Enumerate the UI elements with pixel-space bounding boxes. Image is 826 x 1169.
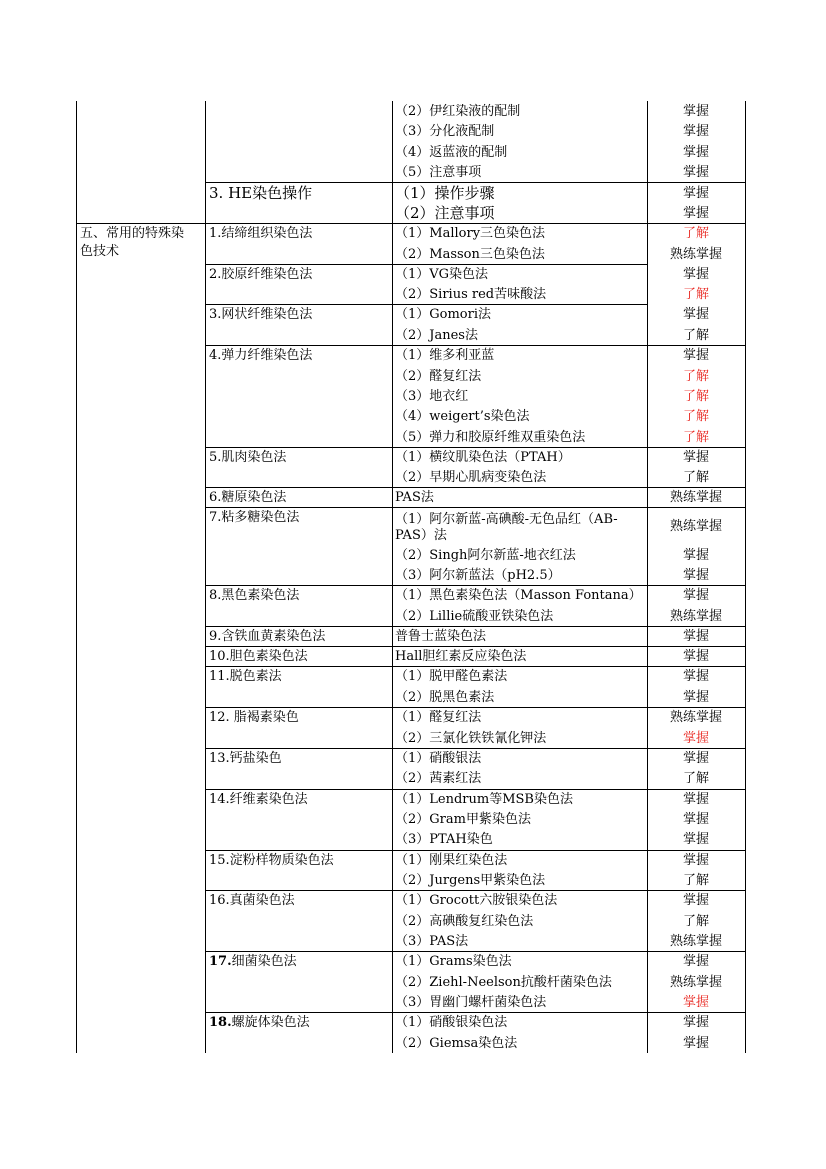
method-cell: （1）阿尔新蓝-高碘酸-无色品红（AB- xyxy=(395,512,618,527)
row-rule xyxy=(205,345,746,346)
level-cell: 掌握 xyxy=(682,348,709,363)
method-cell: （2）Singh阿尔新蓝-地衣红法 xyxy=(395,548,576,563)
level-cell: 熟练掌握 xyxy=(669,710,722,725)
method-cell: （2）三氯化铁铁氰化钾法 xyxy=(395,731,547,746)
method-cell: （4）weigert’s染色法 xyxy=(395,409,530,424)
row-rule xyxy=(205,951,746,952)
item-cell: 5.肌肉染色法 xyxy=(209,450,287,465)
level-cell: 熟练掌握 xyxy=(669,609,722,624)
row-rule xyxy=(205,182,746,183)
item-cell xyxy=(209,953,297,970)
level-cell: 了解 xyxy=(682,328,709,343)
level-cell: 了解 xyxy=(682,389,709,404)
item-cell: 8.黑色素染色法 xyxy=(209,588,300,603)
chapter-title: 色技术 xyxy=(80,244,120,259)
level-cell: 掌握 xyxy=(682,812,709,827)
row-rule xyxy=(205,890,746,891)
item-cell: 10.胆色素染色法 xyxy=(209,649,308,664)
method-cell: （3）分化液配制 xyxy=(395,124,495,139)
level-cell: 掌握 xyxy=(682,548,709,563)
row-rule xyxy=(205,585,746,586)
column-rule-left xyxy=(76,101,77,1053)
method-cell: （5）注意事项 xyxy=(395,165,482,180)
level-cell: 了解 xyxy=(682,873,709,888)
row-rule xyxy=(205,626,746,627)
method-cell: （2）Giemsa染色法 xyxy=(395,1036,518,1051)
method-cell: （3）PAS法 xyxy=(395,934,469,949)
method-cell: PAS）法 xyxy=(395,528,447,543)
level-cell: 掌握 xyxy=(682,669,709,684)
item-cell: 6.糖原染色法 xyxy=(209,490,287,505)
method-cell: （4）返蓝液的配制 xyxy=(395,145,508,160)
item-cell: 4.弹力纤维染色法 xyxy=(209,348,313,363)
chapter-rule xyxy=(76,223,746,224)
item-cell: 1.结缔组织染色法 xyxy=(209,226,313,241)
item-label: 螺旋体染色法 xyxy=(231,1015,310,1030)
method-cell: （1）黑色素染色法（Masson Fontana） xyxy=(395,588,642,603)
row-rule xyxy=(205,789,746,790)
level-cell: 了解 xyxy=(682,771,709,786)
method-cell: （3）PTAH染色 xyxy=(395,832,493,847)
level-cell: 了解 xyxy=(682,470,709,485)
item-cell: 3. HE染色操作 xyxy=(209,184,313,202)
level-cell: 熟练掌握 xyxy=(669,519,722,534)
level-cell: 熟练掌握 xyxy=(669,247,722,262)
item-cell: 16.真菌染色法 xyxy=(209,893,295,908)
level-cell: 掌握 xyxy=(682,165,709,180)
level-cell: 掌握 xyxy=(682,649,709,664)
method-cell: （2）Ziehl-Neelson抗酸杆菌染色法 xyxy=(395,975,612,990)
level-cell: 掌握 xyxy=(682,832,709,847)
level-cell: 熟练掌握 xyxy=(669,490,722,505)
method-cell: （1）VG染色法 xyxy=(395,267,489,282)
item-cell xyxy=(209,1014,310,1031)
method-cell: （2）醛复红法 xyxy=(395,369,482,384)
method-cell: （2）高碘酸复红染色法 xyxy=(395,914,534,929)
row-rule xyxy=(205,850,746,851)
method-cell: （1）Gomori法 xyxy=(395,307,492,322)
method-cell: （2）Janes法 xyxy=(395,328,478,343)
method-cell: （2）Sirius red苦味酸法 xyxy=(395,287,547,302)
level-cell: 了解 xyxy=(682,287,709,302)
level-cell: 掌握 xyxy=(682,853,709,868)
level-cell: 掌握 xyxy=(682,307,709,322)
method-cell: （2）Lillie硫酸亚铁染色法 xyxy=(395,609,554,624)
row-rule xyxy=(205,666,746,667)
item-cell: 2.胶原纤维染色法 xyxy=(209,267,313,282)
method-cell: 普鲁士蓝染色法 xyxy=(395,629,487,644)
method-cell: （3）地衣红 xyxy=(395,389,469,404)
level-cell: 熟练掌握 xyxy=(669,975,722,990)
method-cell: （1）Mallory三色染色法 xyxy=(395,226,546,241)
method-cell: （1）维多利亚蓝 xyxy=(395,348,495,363)
row-rule xyxy=(205,304,648,305)
method-cell: （3）胃幽门螺杆菌染色法 xyxy=(395,995,547,1010)
item-cell: 9.含铁血黄素染色法 xyxy=(209,629,326,644)
chapter-title: 五、常用的特殊染 xyxy=(80,226,185,241)
column-rule-right xyxy=(745,101,746,1053)
item-label: 细菌染色法 xyxy=(231,954,297,969)
method-cell: （1）Lendrum等MSB染色法 xyxy=(395,792,573,807)
method-cell: （1）脱甲醛色素法 xyxy=(395,669,508,684)
level-cell: 掌握 xyxy=(682,186,709,201)
level-cell: 熟练掌握 xyxy=(669,934,722,949)
row-rule xyxy=(205,748,746,749)
method-cell: （1）刚果红染色法 xyxy=(395,853,508,868)
level-cell: 了解 xyxy=(682,430,709,445)
level-cell: 掌握 xyxy=(682,206,709,221)
item-cell: 7.粘多糖染色法 xyxy=(209,510,300,525)
row-rule xyxy=(205,646,746,647)
method-cell: （1）Grocott六胺银染色法 xyxy=(395,893,558,908)
row-rule xyxy=(205,264,648,265)
item-cell: 11.脱色素法 xyxy=(209,669,282,684)
item-cell: 15.淀粉样物质染色法 xyxy=(209,853,334,868)
method-cell: （2）脱黑色素法 xyxy=(395,690,495,705)
column-rule-item xyxy=(205,101,206,1053)
level-cell: 了解 xyxy=(682,409,709,424)
item-number: 18. xyxy=(209,1015,232,1030)
level-cell: 掌握 xyxy=(682,629,709,644)
level-cell: 掌握 xyxy=(682,995,709,1010)
level-cell: 掌握 xyxy=(682,690,709,705)
level-cell: 了解 xyxy=(682,914,709,929)
level-cell: 掌握 xyxy=(682,1015,709,1030)
item-cell: 14.纤维素染色法 xyxy=(209,792,308,807)
method-cell: PAS法 xyxy=(395,490,434,505)
method-cell: （1）操作步骤 xyxy=(395,184,495,202)
method-cell: （1）硝酸银染色法 xyxy=(395,1015,508,1030)
method-cell: （2）茜素红法 xyxy=(395,771,482,786)
method-cell: （2）早期心肌病变染色法 xyxy=(395,470,547,485)
item-cell: 3.网状纤维染色法 xyxy=(209,307,313,322)
row-rule xyxy=(205,487,746,488)
item-number: 17. xyxy=(209,954,232,969)
level-cell: 了解 xyxy=(682,369,709,384)
level-cell: 掌握 xyxy=(682,124,709,139)
method-cell: （2）Gram甲紫染色法 xyxy=(395,812,531,827)
method-cell: （1）Grams染色法 xyxy=(395,954,512,969)
method-cell: （3）阿尔新蓝法（pH2.5） xyxy=(395,568,561,583)
level-cell: 掌握 xyxy=(682,1036,709,1051)
method-cell: （5）弹力和胶原纤维双重染色法 xyxy=(395,430,586,445)
level-cell: 掌握 xyxy=(682,731,709,746)
level-cell: 掌握 xyxy=(682,893,709,908)
row-rule xyxy=(205,507,746,508)
method-cell: Hall胆红素反应染色法 xyxy=(395,649,527,664)
column-rule-method xyxy=(392,101,393,1053)
level-cell: 掌握 xyxy=(682,104,709,119)
row-rule xyxy=(205,447,746,448)
method-cell: （2）Jurgens甲紫染色法 xyxy=(395,873,546,888)
row-rule xyxy=(205,1012,746,1013)
level-cell: 掌握 xyxy=(682,145,709,160)
item-cell: 13.钙盐染色 xyxy=(209,751,282,766)
level-cell: 掌握 xyxy=(682,751,709,766)
method-cell: （1）硝酸银法 xyxy=(395,751,482,766)
row-rule xyxy=(205,707,746,708)
method-cell: （2）伊红染液的配制 xyxy=(395,104,521,119)
level-cell: 掌握 xyxy=(682,450,709,465)
method-cell: （2）注意事项 xyxy=(395,204,495,222)
method-cell: （2）Masson三色染色法 xyxy=(395,247,545,262)
level-cell: 掌握 xyxy=(682,568,709,583)
method-cell: （1）醛复红法 xyxy=(395,710,482,725)
item-cell: 12. 脂褐素染色 xyxy=(209,710,299,725)
level-cell: 掌握 xyxy=(682,267,709,282)
level-cell: 掌握 xyxy=(682,792,709,807)
level-cell: 掌握 xyxy=(682,588,709,603)
method-cell: （1）横纹肌染色法（PTAH） xyxy=(395,450,571,465)
level-cell: 掌握 xyxy=(682,954,709,969)
level-cell: 了解 xyxy=(682,226,709,241)
